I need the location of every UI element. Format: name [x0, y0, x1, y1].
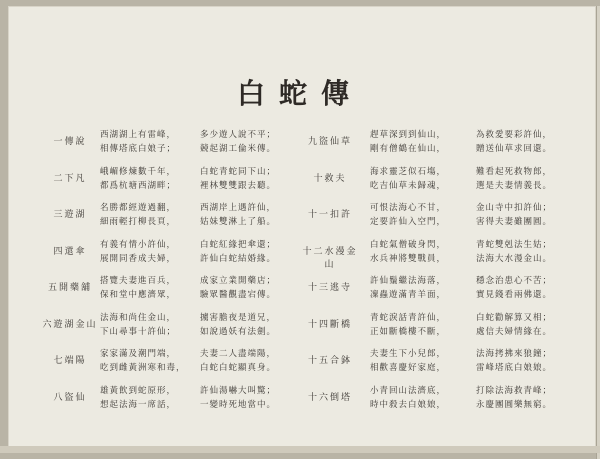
verse-line: 穩念治患心不苦； — [476, 276, 553, 286]
chapter-title: 十六倒塔 — [307, 392, 352, 403]
verse-line: 想起法海一席話， — [100, 399, 177, 410]
chapter-title: 九盜仙草 — [307, 137, 352, 147]
verse-line: 多少遊人說不平； — [200, 130, 277, 140]
verse-line: 吃吉仙草未歸魂， — [370, 180, 447, 191]
chapter-title: 三遊湖 — [53, 210, 87, 220]
verse-line: 姑妹雙淋上了船。 — [200, 217, 277, 227]
verse-line: 相歡喜慶好家庭， — [370, 363, 447, 373]
chapter-title: 五開藥舖 — [47, 283, 92, 293]
chapter-title: 十一扣許 — [307, 210, 352, 220]
verse-line: 下山尋事十許仙； — [100, 326, 177, 337]
chapter-title: 一傳說 — [53, 137, 87, 147]
verse-line: 為救愛要彩許仙， — [476, 130, 553, 140]
verse-row — [40, 128, 300, 162]
verse-row — [300, 274, 590, 308]
verse-line: 選是夫妻情義長。 — [476, 180, 553, 191]
verse-row — [40, 384, 300, 418]
chapter-title: 十三逃寺 — [307, 283, 352, 293]
verse-row — [300, 128, 590, 162]
verse-line: 白蛇氣僧破身閃， — [370, 239, 447, 250]
verse-row — [40, 201, 300, 235]
verse-line: 夫妻二人盡端陽， — [200, 349, 277, 359]
verse-line: 西湖岸上遇許仙， — [200, 203, 277, 213]
verse-line: 驗眾醫觀盡宕傳。 — [200, 290, 277, 300]
verse-row — [40, 311, 300, 345]
verse-line: 白蛇勸解算又相； — [476, 312, 553, 323]
verse-line: 永慶團圓樂無窮。 — [476, 399, 553, 410]
verse-line: 許仙鬚繼法海落， — [370, 276, 447, 286]
verse-line: 剛有僧鶴在仙山， — [370, 144, 447, 154]
chapter-title: 七端陽 — [53, 356, 87, 366]
verse-line: 白蛇白蛇顯真身。 — [200, 363, 277, 373]
verse-row — [40, 274, 300, 308]
verse-line: 法海拷拂來狼鐘； — [476, 349, 553, 359]
verse-line: 難看起死救物郎， — [476, 166, 553, 177]
verse-line: 夫妻生下小兒郎， — [370, 349, 447, 359]
verse-line: 時中殺去白娘娘， — [370, 399, 447, 410]
verse-line: 如說過妖有法劍。 — [200, 326, 277, 337]
verse-line: 青蛇淚話青許仙， — [370, 312, 447, 323]
verse-row — [300, 384, 590, 418]
verse-line: 都爲杭塘西湖畔； — [100, 180, 177, 191]
verse-line: 西湖湖上有雷峰， — [100, 130, 177, 140]
verse-line: 處信夫婦情緣在。 — [476, 326, 553, 337]
verse-line: 裡林雙雙跟去聽。 — [200, 180, 277, 191]
verse-line: 雷峰塔底白娘娘。 — [476, 363, 553, 373]
verse-line: 正如斷橋樓不斷， — [370, 326, 447, 337]
verse-line: 峨嵋修煉數千年， — [100, 166, 177, 177]
page-bottom-edge — [0, 446, 600, 453]
verse-line: 家家滿及潮門端， — [100, 349, 177, 359]
verse-line: 許仙白蛇結婚緣。 — [200, 253, 277, 264]
chapter-title: 四還傘 — [53, 246, 87, 257]
verse-row — [40, 238, 300, 272]
verse-line: 打除法海救青峰； — [476, 385, 553, 396]
chapter-title: 六遊湖金山 — [42, 319, 98, 330]
verse-line: 實見錢看兩佛還。 — [476, 290, 553, 300]
verse-row — [300, 347, 590, 381]
verse-row — [300, 165, 590, 199]
verse-row — [300, 201, 590, 235]
verse-line: 成家立業開藥店； — [200, 276, 277, 286]
verse-line: 水兵神將雙戰員， — [370, 253, 447, 264]
verse-row — [300, 238, 590, 272]
verse-line: 法海和尚住金山， — [100, 312, 177, 323]
chapter-title: 二下凡 — [53, 173, 87, 184]
verse-line: 保和堂中應濟眾， — [100, 290, 177, 300]
verse-line: 展開同香成夫婦， — [100, 253, 177, 264]
verse-line: 一變時死地當中。 — [200, 399, 277, 410]
verse-line: 許仙湯嚇大叫驚； — [200, 385, 277, 396]
verse-line: 害得夫妻雖團圓。 — [476, 217, 553, 227]
verse-line: 凜蟲遊滿青羊面， — [370, 290, 447, 300]
chapter-title: 十二水漫金山 — [302, 246, 358, 270]
verse-line: 白蛇青蛇同下山； — [200, 166, 277, 177]
verse-line: 相傳塔底白娘子； — [100, 144, 177, 154]
verse-line: 細雨輕打柳長頁， — [100, 217, 177, 227]
verse-line: 搭覽夫妻進百兵， — [100, 276, 177, 286]
page-title: 白蛇傳 — [236, 77, 363, 110]
verse-line: 趕草深到到仙山， — [370, 130, 447, 140]
verse-line: 贈送仙草求回還。 — [476, 144, 553, 154]
verse-line: 小青回山法濟底， — [370, 385, 447, 396]
verse-line: 法海大水漫金山。 — [476, 253, 553, 264]
verse-line: 名勝都經遊過翻， — [100, 203, 177, 213]
verse-line: 白蛇紅緣把傘還； — [200, 239, 277, 250]
chapter-title: 十救夫 — [313, 173, 347, 184]
verse-line: 海求靈芝似石塲， — [370, 166, 447, 177]
verse-line: 可恨法海心不甘， — [370, 203, 447, 213]
verse-row — [300, 311, 590, 345]
verse-line: 吃到雌黃洲寒和毒， — [100, 363, 186, 373]
chapter-title: 八盜仙 — [53, 392, 87, 403]
verse-line: 擄害膽夜是道兄， — [200, 312, 277, 323]
chapter-title: 十五合鉢 — [307, 356, 352, 366]
verse-line: 雄黃飲到蛇原形， — [100, 385, 177, 396]
verse-row — [40, 347, 300, 381]
verse-line: 定要許仙入空門， — [370, 217, 447, 227]
verse-row — [40, 165, 300, 199]
verse-line: 青蛇雙剋法生姑； — [476, 239, 553, 250]
verse-line: 金山寺中扣許仙； — [476, 203, 553, 213]
verse-line: 競起湖工倫米傳。 — [200, 144, 277, 154]
chapter-title: 十四斷橋 — [307, 319, 352, 330]
verse-line: 有義有情小許仙， — [100, 239, 177, 250]
